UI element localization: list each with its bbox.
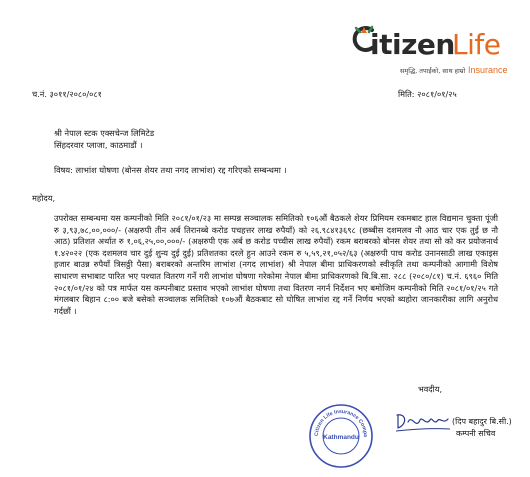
logo-word-citizen: itizen — [370, 28, 455, 61]
logo-tagline: समृद्धि, तपाईंको, साथ हाम्रो — [400, 67, 466, 75]
subject-line: विषय: लाभांश घोषणा (बोनस शेयर तथा नगद लाभांश) रद्द गरिएको सम्बन्धमा । — [54, 165, 287, 175]
addressee-block — [54, 127, 154, 152]
logo-word-life: Life — [452, 28, 501, 61]
signer-title: कम्पनी सचिव — [456, 428, 496, 438]
body-paragraph — [54, 213, 498, 317]
signer-name: (दिप बहादुर बि.सी.) — [452, 417, 512, 426]
company-seal-stamp — [308, 403, 374, 469]
logo-insurance-text: Insurance — [468, 65, 508, 75]
letter-date: मिति: २०८१/०१/२५ — [398, 89, 457, 99]
signer-block — [452, 416, 512, 439]
addressee-line-2: सिंहदरवार प्लाजा, काठमाडौं । — [54, 140, 143, 151]
salutation: महोदय, — [32, 193, 56, 203]
body-text: उपरोक्त सम्बन्धमा यस कम्पनीको मिति २०८१/०१/२३ मा सम्पन्न सञ्चालक समितिको १०६औं बैठकले शेयर प्रिमियम रकमबाट हाल विद्यमान चुक्ता पूंजी रु ३,९३,७८,००,०००/- (अक्षरुपी तीन अर्ब तिरानब्बे करोड पचहत्तर लाख रुपैयाँ) को २६.९८४१३६९८ (छब्बीस दशमलव नौ आठ चार एक तुई छ नौ आठ) प्रतिशत अर्थात रु १,०६,२५,००,०००/- (अक्षरुपी एक अर्ब छ करोड पच्चीस लाख रुपैयाँ) रकम बराबरको बोनस शेयर तथा सो को कर प्रयोजनार्थ १.४२०२२ (एक दशमलव चार दुई शुन्य दुई दुई) प्रतिशतका दरले हुन आउने रकम रु ५,५९,२१,०५२/६३ (अक्षरुपी पाच करोड उनानसाठी लाख एकाइस हजार बाउन्न रुपैयाँ त्रिसठ्ठी पैसा) बराबरको अन्तरिम लाभांश (नगद लाभांश) श्री नेपाल बीमा प्राधिकरणको स्वीकृति तथा कम्पनीको आगामी विशेष साधारण सभाबाट पारित भए पश्चात वितरण गर्ने गरी लाभांश घोषणा गरेकोमा नेपाल बीमा प्राधिकरणको बि.बि.सा. २८८ (२०८०/८१) च.नं. ६९६० मिति २०८१/०१/२४ को पत्र मार्फत यस कम्पनीबाट प्रस्ताव भएको लाभांश घोषणा तथा वितरण नगर्न निर्देशन भए बमोजिम कम्पनीको मिति २०८१/०१/२५ गते मंगलबार बिहान ८:०० बजे बसेको सञ्चालक समितिको १०७औं बैठकबाट सो घोषित लाभांश रद्द गर्ने निर्णय भएको ब्यहोरा जानकारीका लागि अनुरोध गर्दछौं । — [54, 213, 498, 316]
seal-company-name: Citizen Life Insurance Compa — [313, 408, 369, 438]
company-logo — [350, 22, 520, 82]
handwritten-signature — [394, 410, 452, 434]
seal-center-text: Kathmandu — [323, 434, 359, 441]
addressee-line-1: श्री नेपाल स्टक एक्सचेन्ज लिमिटेड — [54, 128, 155, 138]
closing-word: भवदीय, — [418, 384, 443, 394]
reference-number: च.नं. ३०११/२०८०/०८१ — [32, 89, 102, 99]
